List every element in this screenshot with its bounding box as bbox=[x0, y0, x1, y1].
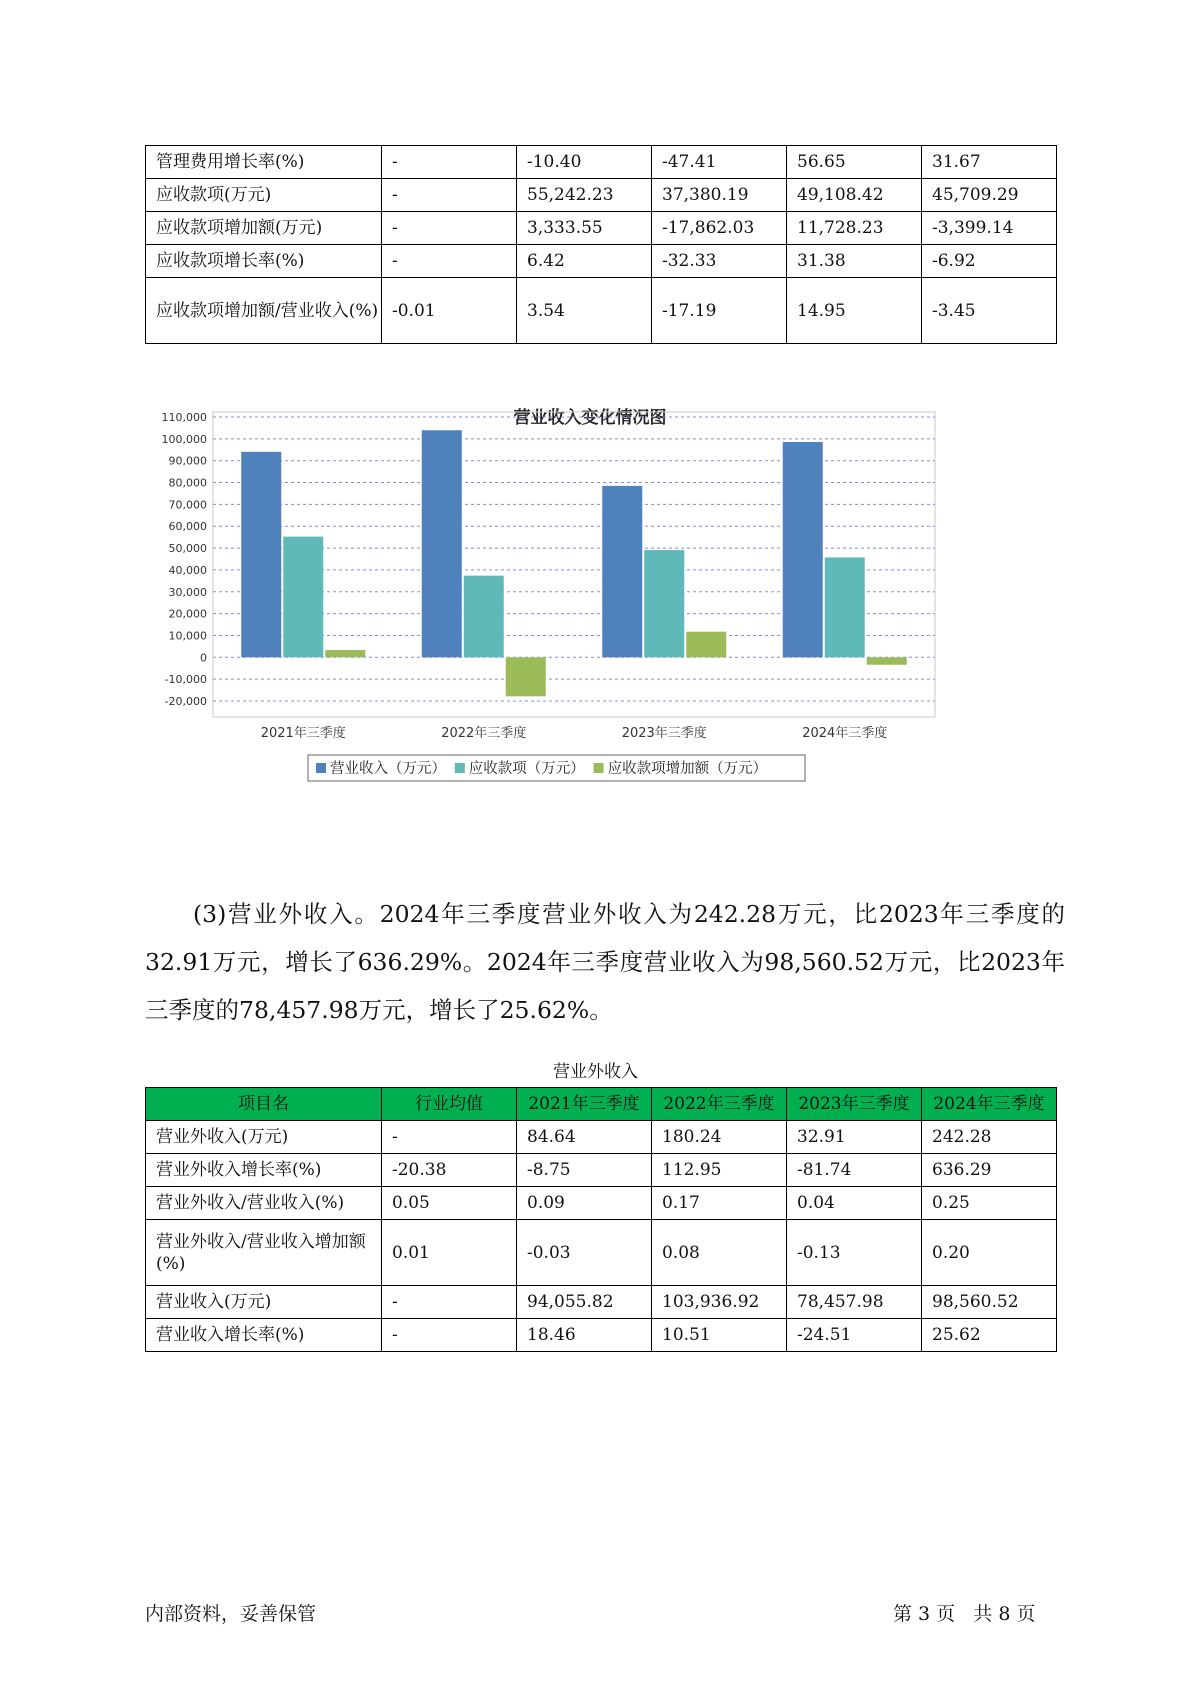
table-cell: -17.19 bbox=[652, 278, 787, 344]
table-cell: -8.75 bbox=[517, 1154, 652, 1187]
x-tick-label: 2021年三季度 bbox=[260, 726, 346, 741]
table-cell: 49,108.42 bbox=[787, 179, 922, 212]
table-row bbox=[146, 179, 1057, 212]
bar bbox=[325, 650, 365, 657]
table-cell: 25.62 bbox=[922, 1319, 1057, 1352]
table-cell: -47.41 bbox=[652, 146, 787, 179]
row-label: 应收款项增加额(万元) bbox=[146, 212, 382, 245]
y-tick-label: 20,000 bbox=[168, 607, 207, 621]
table-cell: 0.25 bbox=[922, 1187, 1057, 1220]
table-cell: - bbox=[382, 179, 517, 212]
table-cell: 0.05 bbox=[382, 1187, 517, 1220]
table-row bbox=[146, 1319, 1057, 1352]
table-cell: 3.54 bbox=[517, 278, 652, 344]
bar bbox=[283, 537, 323, 658]
x-tick-label: 2022年三季度 bbox=[441, 726, 527, 741]
table-cell: 0.01 bbox=[382, 1220, 517, 1286]
table-cell: -0.03 bbox=[517, 1220, 652, 1286]
row-label: 应收款项(万元) bbox=[146, 179, 382, 212]
table-cell: 14.95 bbox=[787, 278, 922, 344]
bar bbox=[686, 632, 726, 658]
table-cell: - bbox=[382, 146, 517, 179]
bar bbox=[241, 452, 281, 657]
y-tick-label: 70,000 bbox=[168, 498, 207, 512]
legend-swatch bbox=[594, 763, 604, 773]
table-cell: 6.42 bbox=[517, 245, 652, 278]
table-cell: -24.51 bbox=[787, 1319, 922, 1352]
row-label: 营业外收入(万元) bbox=[146, 1121, 382, 1154]
table-cell: 31.67 bbox=[922, 146, 1057, 179]
row-label: 营业外收入/营业收入(%) bbox=[146, 1187, 382, 1220]
table-row bbox=[146, 1121, 1057, 1154]
table-cell: -0.13 bbox=[787, 1220, 922, 1286]
x-tick-label: 2023年三季度 bbox=[621, 726, 707, 741]
table-cell: 112.95 bbox=[652, 1154, 787, 1187]
column-header: 行业均值 bbox=[382, 1088, 517, 1121]
legend-label: 应收款项增加额（万元） bbox=[607, 761, 768, 777]
y-tick-label: -10,000 bbox=[164, 673, 207, 687]
table-row bbox=[146, 212, 1057, 245]
table-cell: 11,728.23 bbox=[787, 212, 922, 245]
bar bbox=[644, 550, 684, 657]
receivables-table bbox=[145, 145, 1057, 344]
column-header: 2021年三季度 bbox=[517, 1088, 652, 1121]
table-cell: 3,333.55 bbox=[517, 212, 652, 245]
table-row bbox=[146, 245, 1057, 278]
table-cell: 78,457.98 bbox=[787, 1286, 922, 1319]
column-header: 2022年三季度 bbox=[652, 1088, 787, 1121]
y-tick-label: 90,000 bbox=[168, 454, 207, 468]
table-cell: -20.38 bbox=[382, 1154, 517, 1187]
chart-title: 营业收入变化情况图 bbox=[513, 408, 667, 428]
table-cell: 0.20 bbox=[922, 1220, 1057, 1286]
y-tick-label: 110,000 bbox=[161, 411, 207, 424]
y-tick-label: 100,000 bbox=[161, 432, 207, 446]
table-cell: 45,709.29 bbox=[922, 179, 1057, 212]
table-cell: 0.04 bbox=[787, 1187, 922, 1220]
chart-legend bbox=[308, 755, 805, 781]
table-cell: -81.74 bbox=[787, 1154, 922, 1187]
y-tick-label: -20,000 bbox=[164, 695, 207, 708]
table-cell: 18.46 bbox=[517, 1319, 652, 1352]
table-cell: - bbox=[382, 1121, 517, 1154]
non-operating-income-table bbox=[145, 1087, 1057, 1352]
revenue-bar-chart bbox=[140, 395, 1040, 855]
table-cell: - bbox=[382, 212, 517, 245]
table-cell: 98,560.52 bbox=[922, 1286, 1057, 1319]
row-label: 应收款项增加额/营业收入(%) bbox=[146, 278, 382, 344]
table-row bbox=[146, 278, 1057, 344]
y-tick-label: 30,000 bbox=[168, 585, 207, 599]
legend-label: 营业收入（万元） bbox=[330, 761, 446, 777]
paragraph-text: (3)营业外收入。2024年三季度营业外收入为242.28万元，比2023年三季度的32.91万元，增长了636.29%。2024年三季度营业收入为98,560.52万元，比2023年三季度的78,457.98万元，增长了25.62%。 bbox=[145, 900, 1065, 1024]
legend-swatch bbox=[316, 763, 326, 773]
table-cell: 31.38 bbox=[787, 245, 922, 278]
table-cell: 55,242.23 bbox=[517, 179, 652, 212]
x-tick-label: 2024年三季度 bbox=[802, 726, 888, 741]
row-label: 营业外收入增长率(%) bbox=[146, 1154, 382, 1187]
table-cell: -3.45 bbox=[922, 278, 1057, 344]
bar bbox=[867, 657, 907, 664]
table-cell: 56.65 bbox=[787, 146, 922, 179]
table-row bbox=[146, 1187, 1057, 1220]
table-cell: -6.92 bbox=[922, 245, 1057, 278]
bar bbox=[422, 430, 462, 657]
table-row bbox=[146, 1220, 1057, 1286]
y-tick-label: 50,000 bbox=[168, 542, 207, 556]
table-cell: -3,399.14 bbox=[922, 212, 1057, 245]
body-paragraph bbox=[145, 890, 1065, 1034]
table-cell: 103,936.92 bbox=[652, 1286, 787, 1319]
table-cell: 242.28 bbox=[922, 1121, 1057, 1154]
table-cell: 37,380.19 bbox=[652, 179, 787, 212]
row-label: 营业外收入/营业收入增加额(%) bbox=[146, 1220, 382, 1286]
bar bbox=[602, 486, 642, 657]
table-cell: 180.24 bbox=[652, 1121, 787, 1154]
row-label: 应收款项增长率(%) bbox=[146, 245, 382, 278]
table-cell: -17,862.03 bbox=[652, 212, 787, 245]
table-cell: -0.01 bbox=[382, 278, 517, 344]
bar bbox=[464, 576, 504, 658]
y-tick-label: 80,000 bbox=[168, 476, 207, 490]
bar bbox=[506, 657, 546, 696]
column-header: 2024年三季度 bbox=[922, 1088, 1057, 1121]
y-tick-label: 40,000 bbox=[168, 563, 207, 577]
table-cell: 0.09 bbox=[517, 1187, 652, 1220]
table-cell: - bbox=[382, 245, 517, 278]
legend-swatch bbox=[455, 763, 465, 773]
bar bbox=[825, 557, 865, 657]
table-row bbox=[146, 1286, 1057, 1319]
table-cell: 10.51 bbox=[652, 1319, 787, 1352]
table-caption: 营业外收入 bbox=[553, 1062, 638, 1082]
table-cell: 0.08 bbox=[652, 1220, 787, 1286]
table-header-row bbox=[146, 1088, 1057, 1121]
table-cell: 32.91 bbox=[787, 1121, 922, 1154]
table-cell: 94,055.82 bbox=[517, 1286, 652, 1319]
table-cell: - bbox=[382, 1286, 517, 1319]
table-cell: -10.40 bbox=[517, 146, 652, 179]
row-label: 营业收入增长率(%) bbox=[146, 1319, 382, 1352]
table-row bbox=[146, 146, 1057, 179]
table-cell: 0.17 bbox=[652, 1187, 787, 1220]
footer-confidential-note: 内部资料，妥善保管 bbox=[145, 1603, 317, 1625]
table-cell: - bbox=[382, 1319, 517, 1352]
chart-canvas bbox=[140, 395, 1040, 855]
y-tick-label: 10,000 bbox=[168, 629, 207, 643]
table-cell: 84.64 bbox=[517, 1121, 652, 1154]
bar bbox=[783, 442, 823, 657]
column-header: 2023年三季度 bbox=[787, 1088, 922, 1121]
column-header: 项目名 bbox=[146, 1088, 382, 1121]
table-cell: 636.29 bbox=[922, 1154, 1057, 1187]
table-row bbox=[146, 1154, 1057, 1187]
row-label: 管理费用增长率(%) bbox=[146, 146, 382, 179]
legend-label: 应收款项（万元） bbox=[468, 761, 585, 777]
y-tick-label: 60,000 bbox=[168, 520, 207, 534]
footer-page-number: 第 3 页 共 8 页 bbox=[893, 1603, 1036, 1625]
table-cell: -32.33 bbox=[652, 245, 787, 278]
y-tick-label: 0 bbox=[200, 651, 207, 665]
row-label: 营业收入(万元) bbox=[146, 1286, 382, 1319]
